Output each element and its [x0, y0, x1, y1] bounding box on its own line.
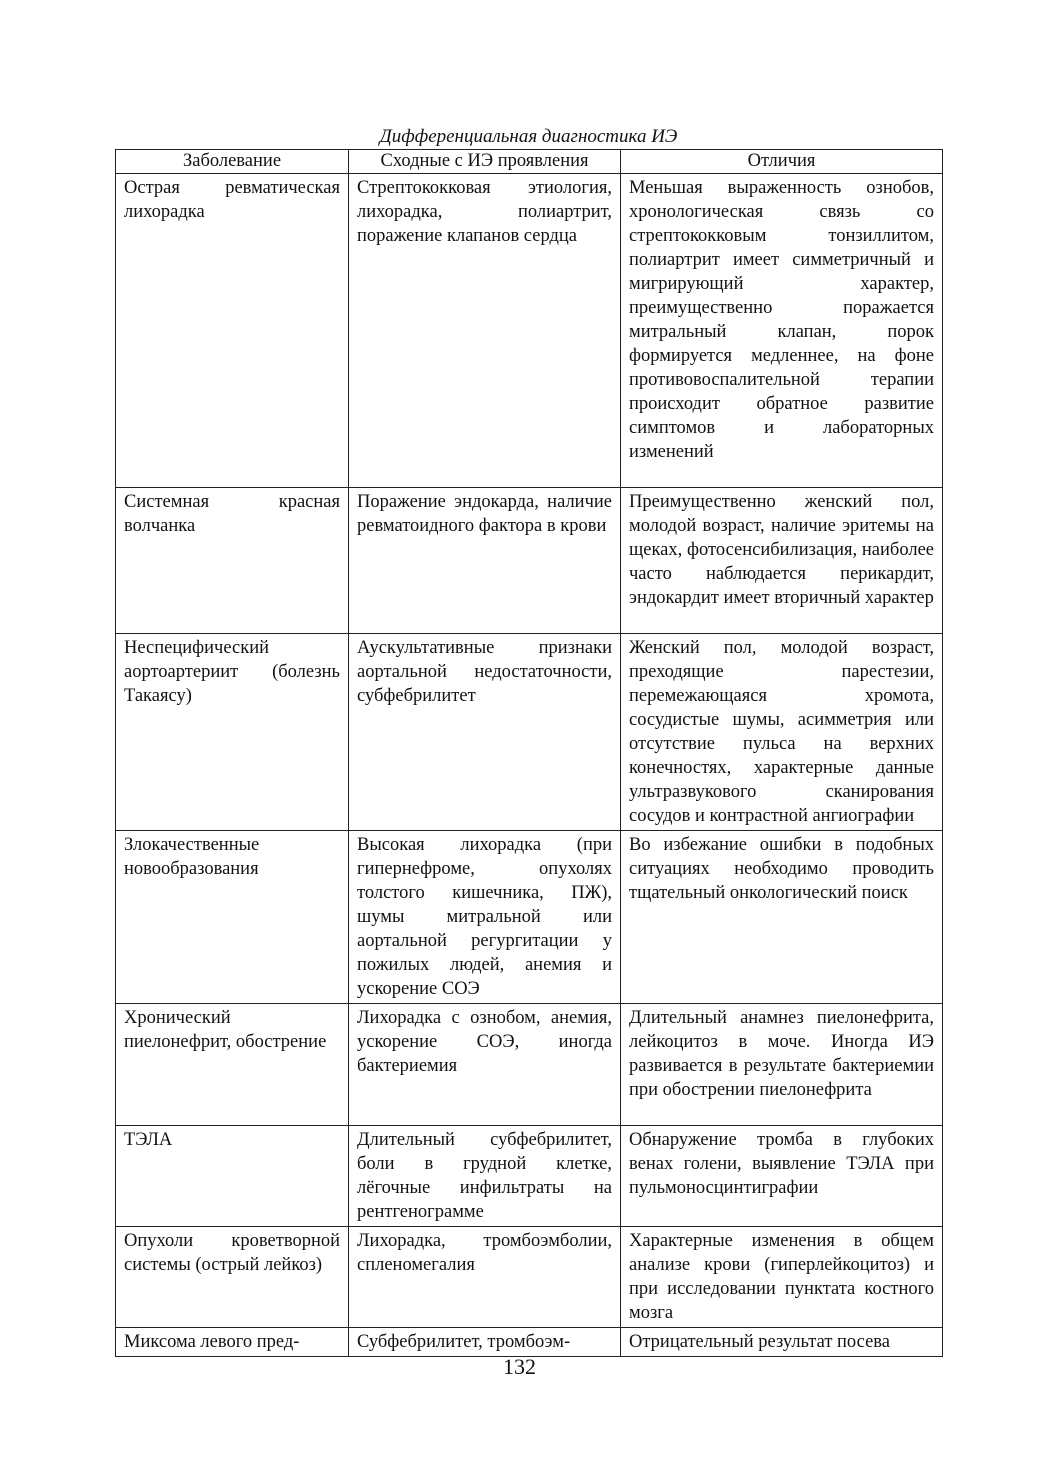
- cell-differences: Длительный анамнез пиелонефрита, лейкоцитоз в моче. Иногда ИЭ развивается в результате бактериемии при обострении пиелонефрита: [621, 1004, 943, 1126]
- cell-differences: Характерные изменения в общем анализе крови (гиперлейкоцитоз) и при исследовании пунктата костного мозга: [621, 1227, 943, 1328]
- cell-similar: Лихорадка, тромбоэмболии, спленомегалия: [349, 1227, 621, 1328]
- cell-differences: Преимущественно женский пол, молодой возраст, наличие эритемы на щеках, фотосенсибилизация, наиболее часто наблюдается перикардит, эндокардит имеет вторичный характер: [621, 488, 943, 634]
- table-row: [116, 1004, 943, 1126]
- header-differences: Отличия: [621, 150, 943, 174]
- table-caption: Дифференциальная диагностика ИЭ: [379, 126, 678, 147]
- header-similar: Сходные с ИЭ проявления: [349, 150, 621, 174]
- header-disease: Заболевание: [116, 150, 349, 174]
- cell-differences: Обнаружение тромба в глубоких венах голени, выявление ТЭЛА при пульмоносцинтиграфии: [621, 1126, 943, 1227]
- cell-disease: Острая ревматическая лихорадка: [116, 174, 349, 488]
- table-row: [116, 1227, 943, 1328]
- cell-similar: Стрептококковая этиология, лихорадка, полиартрит, поражение клапанов сердца: [349, 174, 621, 488]
- cell-similar: Лихорадка с ознобом, анемия, ускорение СОЭ, иногда бактериемия: [349, 1004, 621, 1126]
- differential-diagnosis-table: [115, 149, 943, 1357]
- table-row: [116, 1126, 943, 1227]
- cell-disease: Системная красная волчанка: [116, 488, 349, 634]
- cell-differences: Женский пол, молодой возраст, преходящие парестезии, перемежающаяся хромота, сосудистые шумы, асимметрия или отсутствие пульса на верхних конечностях, характерные данные ультразвукового сканирования сосудов и контрастной ангиографии: [621, 634, 943, 831]
- table-header-row: [116, 150, 943, 174]
- cell-differences: Во избежание ошибки в подобных ситуациях необходимо проводить тщательный онкологический поиск: [621, 831, 943, 1004]
- cell-differences: Отрицательный результат посева: [621, 1328, 943, 1357]
- cell-disease: Опухоли кроветворной системы (острый лейкоз): [116, 1227, 349, 1328]
- cell-similar: Субфебрилитет, тромбоэм-: [349, 1328, 621, 1357]
- cell-differences: Меньшая выраженность ознобов, хронологическая связь со стрептококковым тонзиллитом, полиартрит имеет симметричный и мигрирующий характер, преимущественно поражается митральный клапан, порок формируется медленнее, на фоне противовоспалительной терапии происходит обратное развитие симптомов и лабораторных изменений: [621, 174, 943, 488]
- table-row: [116, 831, 943, 1004]
- cell-disease: Неспецифический аортоартериит (болезнь Такаясу): [116, 634, 349, 831]
- cell-similar: Аускультативные признаки аортальной недостаточности, субфебрилитет: [349, 634, 621, 831]
- cell-similar: Длительный субфебрилитет, боли в грудной клетке, лёгочные инфильтраты на рентгенограмме: [349, 1126, 621, 1227]
- cell-similar: Поражение эндокарда, наличие ревматоидного фактора в крови: [349, 488, 621, 634]
- cell-disease: Хронический пиелонефрит, обострение: [116, 1004, 349, 1126]
- table-row: [116, 488, 943, 634]
- cell-disease: ТЭЛА: [116, 1126, 349, 1227]
- table-row: [116, 174, 943, 488]
- cell-disease: Злокачественные новообразования: [116, 831, 349, 1004]
- cell-similar: Высокая лихорадка (при гипернефроме, опухолях толстого кишечника, ПЖ), шумы митральной или аортальной регургитации у пожилых людей, анемия и ускорение СОЭ: [349, 831, 621, 1004]
- table-row: [116, 1328, 943, 1357]
- page-number: 132: [503, 1354, 536, 1379]
- cell-disease: Миксома левого пред-: [116, 1328, 349, 1357]
- table-row: [116, 634, 943, 831]
